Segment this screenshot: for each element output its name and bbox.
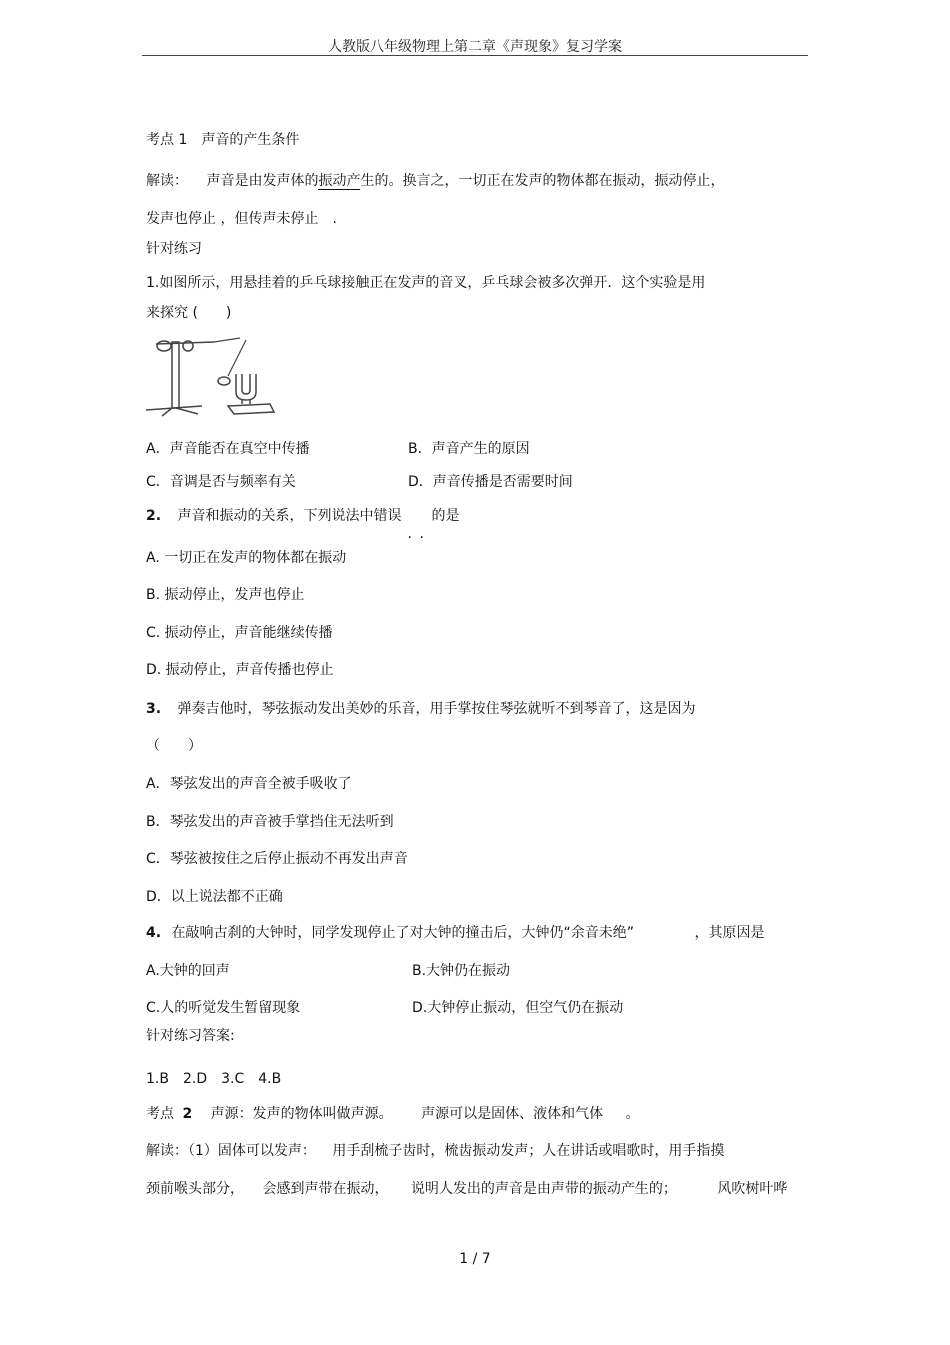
q4-option-c: C.人的听觉发生暂留现象 [146, 1000, 301, 1016]
q1-stem-line1: 1.如图所示，用悬挂着的乒乓球接触正在发声的音叉，乒乓球会被多次弹开．这个实验是用 [146, 275, 706, 291]
q1-option-d: D．声音传播是否需要时间 [408, 474, 573, 490]
q2-number: 2. [146, 508, 162, 524]
q4-stem-b: ，其原因是 [694, 925, 765, 941]
q4-stem-a: 在敲响古刹的大钟时，同学发现停止了对大钟的撞击后，大钟仍“余音未绝” [171, 925, 635, 941]
q3-stem [146, 698, 696, 718]
section2-text-c: 。 [625, 1106, 640, 1122]
q2-stem-a: 声音和振动的关系，下列说法中错误 [177, 508, 402, 524]
practice-title: 针对练习 [146, 241, 202, 257]
stand-clamp [157, 341, 171, 351]
section2-interpretation [146, 1140, 724, 1160]
stand-arm [156, 342, 214, 344]
answers-list: 1.B 2.D 3.C 4.B [146, 1071, 282, 1087]
q3-option-d: D．以上说法都不正确 [146, 889, 283, 905]
section2-label: 考点 [146, 1106, 174, 1122]
page-header-title: 人教版八年级物理上第二章《声现象》复习学案 [328, 39, 622, 55]
q1-option-c: C．音调是否与频率有关 [146, 474, 296, 490]
section1-interp-line2: 发声也停止 ，但传声未停止 . [146, 211, 337, 227]
section2-line3 [146, 1178, 787, 1198]
q1-option-a: A．声音能否在真空中传播 [146, 441, 310, 457]
q2-option-b: B. 振动停止，发声也停止 [146, 587, 305, 603]
resonance-box [228, 404, 274, 414]
q3-option-a: A．琴弦发出的声音全被手吸收了 [146, 776, 352, 792]
q4-option-d: D.大钟停止振动，但空气仍在振动 [412, 1000, 624, 1016]
interp-underlined: 振动产 [318, 173, 361, 189]
section2-title [146, 1103, 640, 1123]
section1-title: 考点 1 声音的产生条件 [146, 132, 300, 148]
tuning-fork-figure [142, 334, 282, 418]
q1-option-b: B．声音产生的原因 [408, 441, 530, 457]
q3-paren: （ ） [146, 738, 202, 754]
q4-option-a: A.大钟的回声 [146, 963, 230, 979]
section2-line3-d: 风吹树叶哗 [717, 1181, 788, 1197]
section2-interp-a: 解读：（1）固体可以发声： [146, 1143, 316, 1159]
q2-stem-b: 的是 [431, 508, 460, 524]
q4-number: 4. [146, 925, 162, 941]
pendulum-string [214, 338, 246, 376]
section2-line3-a: 颈前喉头部分， [146, 1181, 244, 1197]
q2-option-c: C. 振动停止，声音能继续传播 [146, 625, 333, 641]
q4-option-b: B.大钟仍在振动 [412, 963, 511, 979]
q3-option-b: B．琴弦发出的声音被手掌挡住无法听到 [146, 814, 394, 830]
stand-pole [172, 342, 179, 408]
interp-label: 解读： [146, 173, 188, 189]
page-number: 1 / 7 [459, 1251, 491, 1267]
q2-option-a: A. 一切正在发声的物体都在振动 [146, 550, 347, 566]
tuning-fork [236, 374, 256, 400]
q3-option-c: C．琴弦被按住之后停止振动不再发出声音 [146, 851, 408, 867]
q4-stem [146, 922, 764, 942]
section2-line3-c: 说明人发出的声音是由声带的振动产生的； [410, 1181, 677, 1197]
section2-number: 2 [182, 1106, 193, 1122]
header-divider [142, 55, 808, 56]
q3-number: 3. [146, 701, 162, 717]
q1-stem-line2: 来探究 ( ) [146, 305, 232, 321]
q2-option-d: D. 振动停止，声音传播也停止 [146, 662, 334, 678]
section2-line3-b: 会感到声带在振动， [262, 1181, 389, 1197]
interp-text-b: 生的。换言之，一切正在发声的物体都在振动，振动停止， [360, 173, 725, 189]
section2-interp-b: 用手刮梳子齿时，梳齿振动发声；人在讲话或唱歌时，用手指摸 [332, 1143, 725, 1159]
ping-pong-ball [218, 377, 230, 385]
q3-stem-text: 弹奏吉他时，琴弦振动发出美妙的乐音，用手掌按住琴弦就听不到琴音了，这是因为 [177, 701, 696, 717]
section2-text-b: 声源可以是固体、液体和气体 [421, 1106, 604, 1122]
interp-text-a: 声音是由发声体的 [206, 173, 319, 189]
q2-stem: 2. 声音和振动的关系，下列说法中错误 . . 的是 [146, 508, 460, 542]
section1-interpretation [146, 170, 724, 190]
section2-text-a: 声源：发声的物体叫做声源。 [210, 1106, 393, 1122]
answers-title: 针对练习答案: [146, 1028, 235, 1044]
